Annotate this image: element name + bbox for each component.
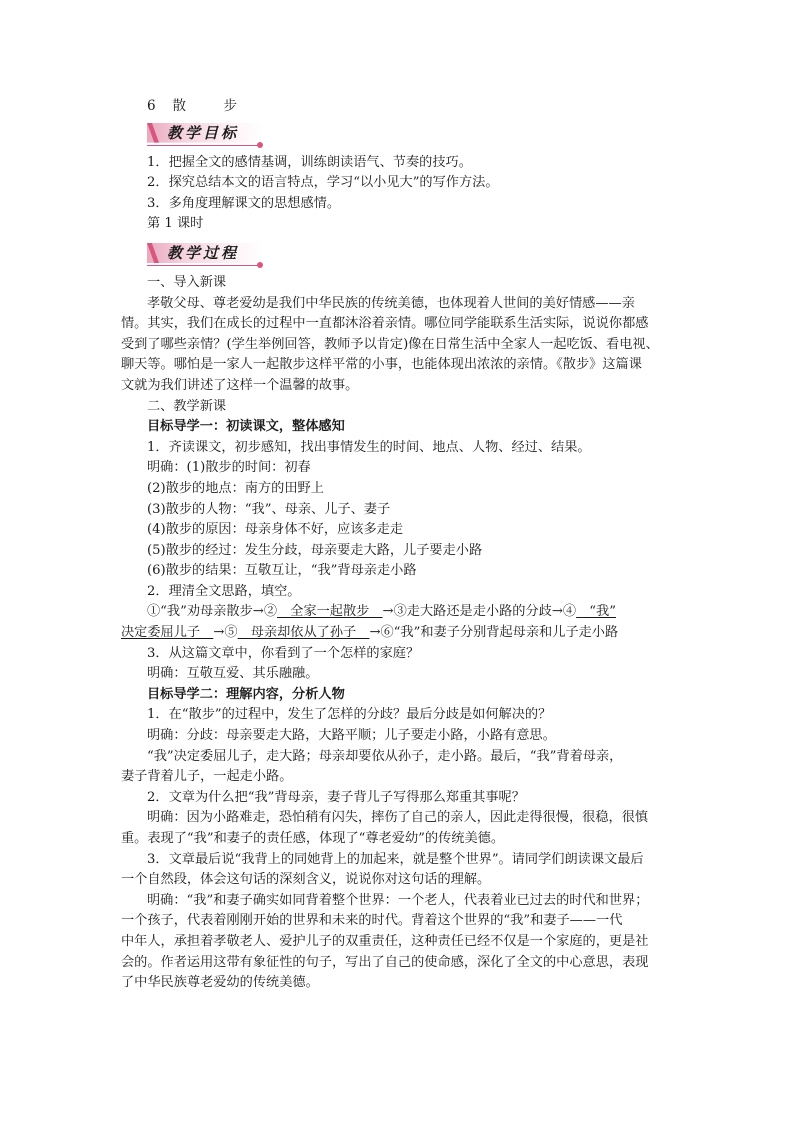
flow-step: ①“我”劝母亲散步→②	[147, 604, 278, 620]
heading-label: 教学目标	[167, 123, 240, 142]
flow-step: →③走大路还是走小路的分歧→④	[382, 604, 577, 620]
question: 1．齐读课文，初步感知，找出事情发生的时间、地点、人物、经过、结果。	[147, 439, 591, 455]
heading-dot-icon	[257, 262, 263, 268]
goal-item: 3．多角度理解课文的思想感情。	[147, 195, 341, 211]
goal-item: 1．把握全文的感情基调，训练朗读语气、节奏的技巧。	[147, 154, 472, 170]
flow-step: →⑤	[213, 625, 238, 641]
answer-line: 妻子背着儿子，一起走小路。	[121, 769, 293, 785]
intro-line: 情。其实，我们在成长的过程中一直都沐浴着亲情。哪位同学能联系生活实际，说说你都感	[121, 316, 649, 332]
intro-line: 受到了哪些亲情？(学生举例回答，教师予以肯定)像在日常生活中全家人一起吃饭、看电视、	[121, 336, 659, 352]
part-title: 一、导入新课	[147, 274, 227, 290]
answer-line: 中年人，承担着孝敬老人、爱护儿子的双重责任，这种责任已经不仅是一个家庭的，更是社	[121, 933, 649, 949]
goal-item: 2．探究总结本文的语言特点，学习“以小见大”的写作方法。	[147, 175, 499, 191]
flow-blank: 全家一起散步	[277, 604, 383, 620]
flow-step: →⑥“我”和妻子分别背起母亲和儿子走小路	[369, 625, 619, 641]
question: 一个自然段，体会这句话的深刻含义，说说你对这句话的理解。	[121, 872, 491, 888]
answer-line: “我”决定委屈儿子，走大路；母亲却要依从孙子，走小路。最后，“我”背着母亲，	[147, 748, 623, 764]
question: 2．理清全文思路，填空。	[147, 583, 301, 599]
lesson-title	[121, 96, 681, 117]
question: 1．在“散步”的过程中，发生了怎样的分歧？最后分歧是如何解决的？	[147, 707, 552, 723]
answer-line: 明确：分歧：母亲要走大路，大路平顺；儿子要走小路，小路有意思。	[147, 728, 556, 744]
intro-line: 聊天等。哪怕是一家人一起散步这样平常的小事，也能体现出浓浓的亲情。《散步》这篇课	[121, 357, 642, 373]
intro-line: 孝敬父母、尊老爱幼是我们中华民族的传统美德，也体现着人世间的美好情感——亲	[147, 295, 635, 311]
lesson-content	[121, 96, 681, 994]
answer-line: 重。表现了“我”和妻子的责任感，体现了“尊老爱幼”的传统美德。	[121, 831, 505, 846]
heading-label: 教学过程	[167, 243, 240, 262]
flow-blank: 母亲却依从了孙子	[237, 625, 370, 641]
answer-line: 了中华民族尊老爱幼的传统美德。	[121, 975, 319, 991]
heading-dot-icon	[257, 142, 263, 148]
flow-line	[121, 602, 681, 623]
answer-line: 一个孩子，代表着刚刚开始的世界和未来的时代。背着这个世界的“我”和妻子——一代	[121, 913, 623, 929]
flow-blank: “我”	[576, 604, 616, 620]
question: 2．文章为什么把“我”背母亲，妻子背儿子写得那么郑重其事呢？	[147, 789, 525, 805]
flow-line	[121, 623, 681, 644]
guide-title: 目标导学二：理解内容，分析人物	[147, 686, 345, 702]
answer-line: (4)散步的原因：母亲身体不好，应该多走走	[147, 522, 404, 538]
period-label: 第 1 课时	[147, 216, 204, 232]
guide-title: 目标导学一：初读课文，整体感知	[147, 419, 345, 435]
answer-line: 会的。作者运用这带有象征性的句子，写出了自己的使命感，深化了全文的中心意思，表现	[121, 954, 649, 970]
lesson-name: 散 步	[172, 98, 249, 114]
answer-line: 明确：互敬互爱、其乐融融。	[147, 666, 319, 682]
heading-underline	[147, 145, 259, 146]
question: 3．从这篇文章中，你看到了一个怎样的家庭？	[147, 645, 420, 661]
question: 3．文章最后说“我背上的同她背上的加起来，就是整个世界”。请同学们朗读课文最后	[147, 851, 644, 867]
section-heading-process	[147, 241, 267, 267]
answer-line: (3)散步的人物：“我”、母亲、儿子、妻子	[147, 501, 391, 517]
flow-blank: 决定委屈儿子	[121, 625, 214, 641]
intro-line: 文就为我们讲述了这样一个温馨的故事。	[121, 377, 359, 393]
heading-underline	[147, 265, 259, 266]
part-title: 二、教学新课	[147, 398, 227, 414]
section-heading-goals	[147, 121, 267, 147]
answer-line: 明确：因为小路难走，恐怕稍有闪失，摔伤了自己的亲人，因此走得很慢，很稳，很慎	[147, 810, 649, 826]
lesson-number: 6	[147, 98, 157, 114]
answer-line: 明确：(1)散步的时间：初春	[147, 460, 311, 476]
answer-line: (2)散步的地点：南方的田野上	[147, 480, 324, 496]
answer-line: (5)散步的经过：发生分歧，母亲要走大路，儿子要走小路	[147, 542, 483, 558]
answer-line: (6)散步的结果：互敬互让，“我”背母亲走小路	[147, 563, 417, 579]
answer-line: 明确：“我”和妻子确实如同背着整个世界：一个老人，代表着业已过去的时代和世界；	[147, 892, 649, 908]
